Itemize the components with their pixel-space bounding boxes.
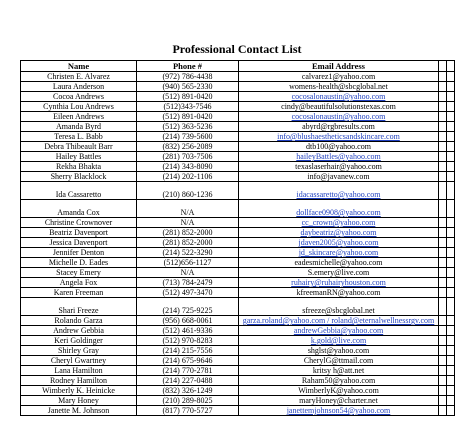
contact-phone: (210) 860-1236: [137, 182, 239, 200]
contact-email[interactable]: cocosalonaustin@yahoo.com: [239, 92, 439, 102]
blank-cell: [447, 326, 455, 336]
blank-cell: [439, 228, 447, 238]
blank-cell: [447, 376, 455, 386]
contact-email[interactable]: janettemjohnson54@yahoo.com: [239, 406, 439, 416]
contact-name: Debra Thibeault Barr: [21, 142, 137, 152]
contact-email: Raham50@yahoo.com: [239, 376, 439, 386]
contact-phone: (214) 725-9225: [137, 298, 239, 316]
table-row: [21, 278, 455, 288]
table-row: [21, 182, 455, 200]
blank-cell: [439, 258, 447, 268]
contact-email: calvarez1@yahoo.com: [239, 72, 439, 82]
contact-email: kfreemanRN@yahoo.com: [239, 288, 439, 298]
table-row: [21, 102, 455, 112]
contact-name: Rodney Hamilton: [21, 376, 137, 386]
blank-cell: [439, 92, 447, 102]
blank-cell: [447, 298, 455, 316]
contact-phone: (713) 784-2479: [137, 278, 239, 288]
contact-name: Shirley Gray: [21, 346, 137, 356]
contact-name: Stacey Emery: [21, 268, 137, 278]
contact-phone: (214) 739-5600: [137, 132, 239, 142]
contact-name: Jennifer Denton: [21, 248, 137, 258]
contact-name: Wimberly K. Heinicke: [21, 386, 137, 396]
blank-cell: [447, 162, 455, 172]
blank-cell: [439, 336, 447, 346]
contact-email: texaslaserhair@yahoo.com: [239, 162, 439, 172]
contact-email[interactable]: daybeatriz@yahoo.com: [239, 228, 439, 238]
blank-cell: [447, 172, 455, 182]
table-row: [21, 172, 455, 182]
blank-cell: [439, 346, 447, 356]
contact-phone: (940) 565-2330: [137, 82, 239, 92]
contact-email[interactable]: cocosalonaustin@yahoo.com: [239, 112, 439, 122]
blank-cell: [447, 142, 455, 152]
contact-phone: (214) 227-0488: [137, 376, 239, 386]
contact-phone: (512) 891-0420: [137, 112, 239, 122]
blank-cell: [447, 132, 455, 142]
contact-email: abyrd@rgbresults.com: [239, 122, 439, 132]
contact-email: cindy@beautifulsolutionstexas.com: [239, 102, 439, 112]
table-row: [21, 132, 455, 142]
contact-name: Christen E. Alvarez: [21, 72, 137, 82]
contact-name: Jessica Davenport: [21, 238, 137, 248]
table-row: [21, 268, 455, 278]
table-row: [21, 72, 455, 82]
contact-phone: (214) 215-7556: [137, 346, 239, 356]
blank-cell: [447, 258, 455, 268]
contact-name: Hailey Battles: [21, 152, 137, 162]
contact-name: Karen Freeman: [21, 288, 137, 298]
table-row: [21, 366, 455, 376]
contact-name: Michelle D. Eades: [21, 258, 137, 268]
blank-cell: [447, 152, 455, 162]
contact-email[interactable]: idacassaretto@yahoo.com: [239, 182, 439, 200]
contact-email[interactable]: jd_skincare@yahoo.com: [239, 248, 439, 258]
table-row: [21, 288, 455, 298]
blank-cell: [439, 102, 447, 112]
contact-phone: (214) 202-1106: [137, 172, 239, 182]
table-row: [21, 218, 455, 228]
contact-name: Shari Freeze: [21, 298, 137, 316]
blank-cell: [447, 346, 455, 356]
blank-cell: [447, 182, 455, 200]
contact-phone: (512) 891-0420: [137, 92, 239, 102]
blank-cell: [447, 112, 455, 122]
blank-cell: [439, 366, 447, 376]
blank-cell: [439, 200, 447, 218]
table-row: [21, 258, 455, 268]
contact-email: dtb100@yahoo.com: [239, 142, 439, 152]
contact-name: Cocoa Andrews: [21, 92, 137, 102]
table-row: [21, 162, 455, 172]
contact-name: Beatriz Davenport: [21, 228, 137, 238]
contact-name: Eileen Andrews: [21, 112, 137, 122]
contact-email: womens-health@sbcglobal.net: [239, 82, 439, 92]
contact-phone: N/A: [137, 200, 239, 218]
table-row: [21, 346, 455, 356]
contact-phone: (281) 703-7506: [137, 152, 239, 162]
contact-name: Amanda Byrd: [21, 122, 137, 132]
contact-name: Ida Cassaretto: [21, 182, 137, 200]
blank-cell: [439, 142, 447, 152]
contact-email[interactable]: andrewGebbia@yahoo.com: [239, 326, 439, 336]
contact-phone: (214) 522-3290: [137, 248, 239, 258]
table-row: [21, 376, 455, 386]
blank-cell: [447, 248, 455, 258]
blank-cell: [447, 278, 455, 288]
contact-phone: (972) 786-4438: [137, 72, 239, 82]
contact-name: Amanda Cox: [21, 200, 137, 218]
contact-phone: (512) 970-8283: [137, 336, 239, 346]
blank-cell: [439, 316, 447, 326]
blank-cell: [439, 376, 447, 386]
contact-phone: (512)656-1127: [137, 258, 239, 268]
blank-cell: [447, 366, 455, 376]
contact-name: Rekha Bhakta: [21, 162, 137, 172]
contact-name: Cynthia Lou Andrews: [21, 102, 137, 112]
blank-cell: [439, 82, 447, 92]
blank-cell: [447, 72, 455, 82]
table-row: [21, 406, 455, 416]
table-row: [21, 336, 455, 346]
column-header-name: Name: [21, 61, 137, 72]
blank-cell: [439, 268, 447, 278]
contact-email: eadesmichelle@yahoo.com: [239, 258, 439, 268]
table-row: [21, 142, 455, 152]
contact-phone: (210) 289-8025: [137, 396, 239, 406]
contact-name: Keri Goldinger: [21, 336, 137, 346]
column-header-email: Email Address: [239, 61, 439, 72]
blank-cell: [439, 112, 447, 122]
contact-phone: (512) 363-5236: [137, 122, 239, 132]
table-row: [21, 298, 455, 316]
table-row: [21, 200, 455, 218]
contact-name: Janette M. Johnson: [21, 406, 137, 416]
blank-cell: [447, 268, 455, 278]
contact-email[interactable]: ruhairy@ruhairyhouston.com: [239, 278, 439, 288]
contact-email: CherylG@ttmail.com: [239, 356, 439, 366]
contact-phone: (956) 668-0061: [137, 316, 239, 326]
contact-email[interactable]: k.gold@live.com: [239, 336, 439, 346]
table-row: [21, 356, 455, 366]
contact-table: [20, 60, 455, 416]
blank-cell: [447, 356, 455, 366]
table-row: [21, 316, 455, 326]
contact-name: Teresa L. Babb: [21, 132, 137, 142]
contact-email: S.emery@live.com: [239, 268, 439, 278]
table-row: [21, 248, 455, 258]
blank-cell: [447, 406, 455, 416]
blank-cell: [447, 228, 455, 238]
contact-email: shglst@yahoo.com: [239, 346, 439, 356]
contact-phone: (281) 852-2000: [137, 238, 239, 248]
blank-cell: [439, 152, 447, 162]
blank-cell: [439, 162, 447, 172]
contact-email: maryHoney@charter.net: [239, 396, 439, 406]
blank-cell: [447, 122, 455, 132]
contact-name: Andrew Gebbia: [21, 326, 137, 336]
blank-cell: [447, 288, 455, 298]
contact-email: WimberlyK@yahoo.com: [239, 386, 439, 396]
contact-name: Cheryl Gwartney: [21, 356, 137, 366]
table-row: [21, 112, 455, 122]
blank-cell: [439, 72, 447, 82]
blank-cell: [439, 386, 447, 396]
blank-column: [439, 61, 447, 72]
contact-phone: N/A: [137, 218, 239, 228]
contact-phone: (214) 675-9646: [137, 356, 239, 366]
table-row: [21, 92, 455, 102]
contact-name: Angela Fox: [21, 278, 137, 288]
contact-phone: (214) 770-2781: [137, 366, 239, 376]
table-row: [21, 396, 455, 406]
table-row: [21, 228, 455, 238]
contact-email: info@javanew.com: [239, 172, 439, 182]
contact-email: sfreeze@sbcglobal.net: [239, 298, 439, 316]
contact-name: Laura Anderson: [21, 82, 137, 92]
blank-cell: [447, 238, 455, 248]
contact-email[interactable]: haileyBattles@yahoo.com: [239, 152, 439, 162]
blank-cell: [439, 396, 447, 406]
page-title: Professional Contact List: [172, 42, 302, 56]
contact-phone: (512) 497-3470: [137, 288, 239, 298]
blank-cell: [439, 356, 447, 366]
contact-name: Rolando Garza: [21, 316, 137, 326]
blank-column: [447, 61, 455, 72]
contact-phone: N/A: [137, 268, 239, 278]
blank-cell: [439, 406, 447, 416]
contact-name: Mary Honey: [21, 396, 137, 406]
blank-cell: [447, 102, 455, 112]
contact-email[interactable]: jdaven2005@yahoo.com: [239, 238, 439, 248]
blank-cell: [439, 298, 447, 316]
blank-cell: [439, 182, 447, 200]
blank-cell: [447, 336, 455, 346]
contact-phone: (832) 326-1249: [137, 386, 239, 396]
blank-cell: [439, 248, 447, 258]
table-row: [21, 122, 455, 132]
blank-cell: [447, 316, 455, 326]
contact-name: Lana Hamilton: [21, 366, 137, 376]
table-row: [21, 386, 455, 396]
contact-email: kritsy h@att.net: [239, 366, 439, 376]
blank-cell: [447, 92, 455, 102]
contact-phone: (817) 770-5727: [137, 406, 239, 416]
contact-phone: (281) 852-2000: [137, 228, 239, 238]
table-row: [21, 82, 455, 92]
contact-phone: (832) 256-2089: [137, 142, 239, 152]
blank-cell: [447, 82, 455, 92]
table-row: [21, 152, 455, 162]
blank-cell: [447, 218, 455, 228]
contact-email[interactable]: dollface0908@yahoo.com: [239, 200, 439, 218]
contact-name: Christine Crownover: [21, 218, 137, 228]
contact-email[interactable]: info@blushaestheticsandskincare.com: [239, 132, 439, 142]
blank-cell: [447, 386, 455, 396]
contact-rows: [21, 72, 455, 416]
contact-email[interactable]: garza.roland@yahoo.com / roland@eternalwellnessrgv.com: [239, 316, 439, 326]
contact-email[interactable]: cc_crown@yahoo.com: [239, 218, 439, 228]
contact-phone: (512)343-7546: [137, 102, 239, 112]
blank-cell: [439, 238, 447, 248]
header-row: [21, 61, 455, 72]
contact-phone: (512) 461-9336: [137, 326, 239, 336]
blank-cell: [439, 218, 447, 228]
column-header-phone: Phone #: [137, 61, 239, 72]
blank-cell: [439, 326, 447, 336]
blank-cell: [439, 288, 447, 298]
contact-phone: (214) 343-8090: [137, 162, 239, 172]
blank-cell: [439, 132, 447, 142]
table-row: [21, 326, 455, 336]
contact-name: Sherry Blacklock: [21, 172, 137, 182]
blank-cell: [447, 396, 455, 406]
blank-cell: [447, 200, 455, 218]
table-row: [21, 238, 455, 248]
blank-cell: [439, 122, 447, 132]
blank-cell: [439, 278, 447, 288]
blank-cell: [439, 172, 447, 182]
